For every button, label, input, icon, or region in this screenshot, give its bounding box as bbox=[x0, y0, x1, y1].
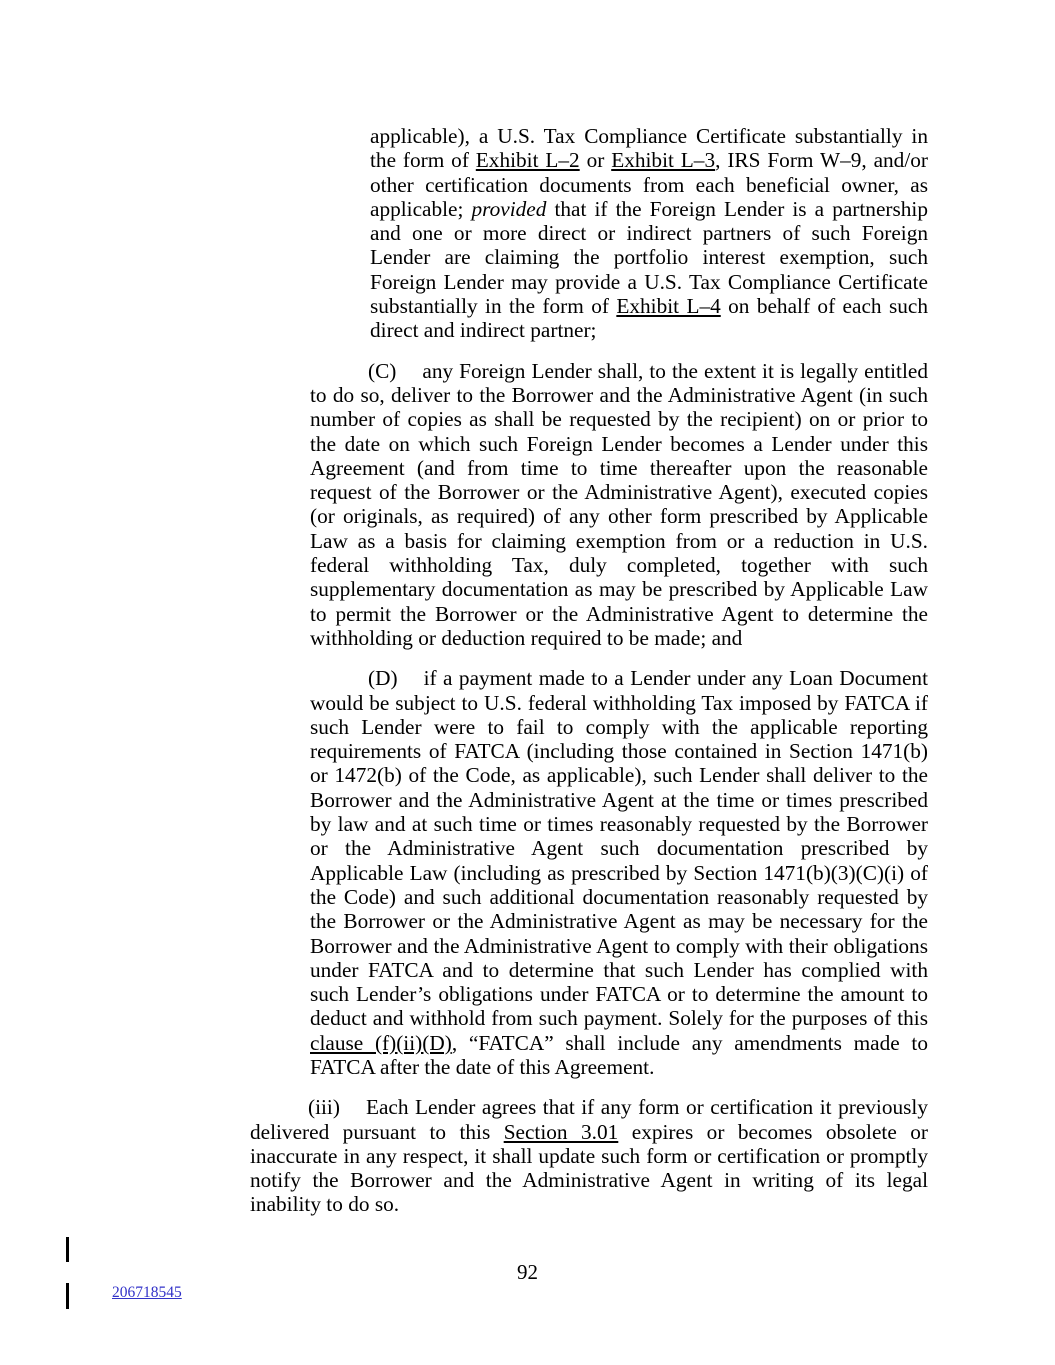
paragraph-clause-iii: (iii) Each Lender agrees that if any form or certification it previously delivered pursuant to this Section 3.01 expires or becomes obsolete or inaccurate in any respect, it shall update such form or certification or promptly notify the Borrower and the Administrative Agent in writing of its legal inability to do so. bbox=[250, 1095, 928, 1217]
revision-change-bar bbox=[66, 1237, 69, 1262]
paragraph-certificate: applicable), a U.S. Tax Compliance Certificate substantially in the form of Exhibit L–2 or Exhibit L–3, IRS Form W–9, and/or other certification documents from each beneficial owner, as applicable; provided that if the Foreign Lender is a partnership and one or more direct or indirect partners of such Foreign Lender are claiming the portfolio interest exemption, such Foreign Lender may provide a U.S. Tax Compliance Certificate substantially in the form of Exhibit L–4 on behalf of each such direct and indirect partner; bbox=[370, 124, 928, 343]
document-id-link[interactable]: 206718545 bbox=[112, 1284, 182, 1301]
paragraph-clause-c: (C) any Foreign Lender shall, to the extent it is legally entitled to do so, deliver to the Borrower and the Administrative Agent (in such number of copies as shall be requested by the recipient) on or prior to the date on which such Foreign Lender becomes a Lender under this Agreement (and from time to time thereafter upon the reasonable request of the Borrower or the Administrative Agent), executed copies (or originals, as required) of any other form prescribed by Applicable Law as a basis for claiming exemption from or a reduction in U.S. federal withholding Tax, duly completed, together with such supplementary documentation as may be prescribed by Applicable Law to permit the Borrower or the Administrative Agent to determine the withholding or deduction required to be made; and bbox=[310, 358, 928, 650]
paragraph-clause-d: (D) if a payment made to a Lender under any Loan Document would be subject to U.S. federal withholding Tax imposed by FATCA if such Lender were to fail to comply with the applicable reporting requirements of FATCA (including those contained in Section 1471(b) or 1472(b) of the Code, as applicable), such Lender shall deliver to the Borrower and the Administrative Agent at the time or times prescribed by law and at such time or times reasonably requested by the Borrower or the Administrative Agent such documentation prescribed by Applicable Law (including as prescribed by Section 1471(b)(3)(C)(i) of the Code) and such additional documentation reasonably requested by the Borrower or the Administrative Agent as may be necessary for the Borrower and the Administrative Agent to comply with their obligations under FATCA and to determine that such Lender has complied with such Lender’s obligations under FATCA or to determine the amount to deduct and withhold from such payment. Solely for the purposes of this clause (f)(ii)(D), “FATCA” shall include any amendments made to FATCA after the date of this Agreement. bbox=[310, 666, 928, 1079]
page-number: 92 bbox=[517, 1260, 538, 1284]
revision-change-bar bbox=[66, 1283, 69, 1309]
document-text-body bbox=[250, 124, 928, 1217]
